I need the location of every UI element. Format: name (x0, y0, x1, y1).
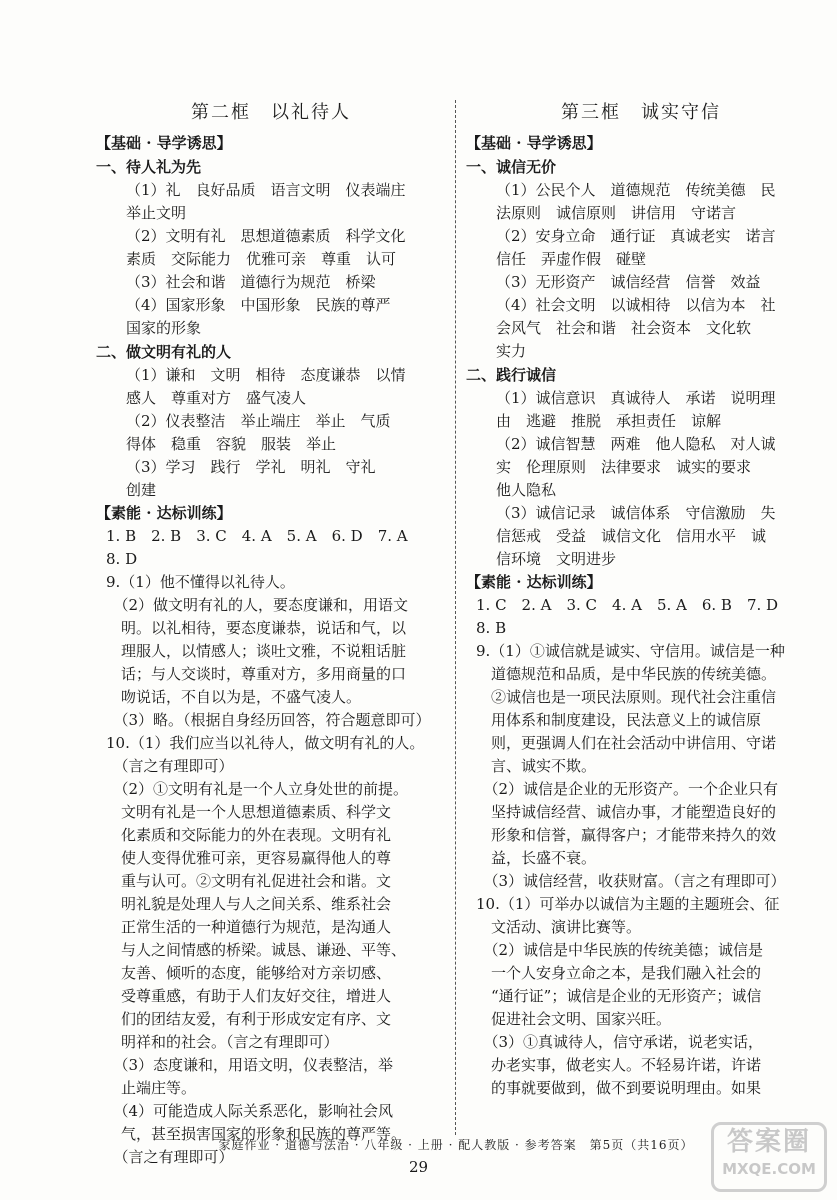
right-basic-heading: 【基础 · 导学诱思】 (466, 134, 602, 152)
text-line: （2）仪表整洁 举止端庄 举止 气质 (126, 412, 391, 430)
text-line: 感人 尊重对方 盛气凌人 (126, 389, 307, 407)
text-line: 化素质和交际能力的外在表现。文明有礼 (106, 826, 392, 844)
text-line: （1）礼 良好品质 语言文明 仪表端庄 (126, 181, 406, 199)
text-line: 话；与人交谈时，尊重对方，多用商量的口 (106, 665, 407, 683)
text-line: 8. D (106, 550, 138, 568)
text-line: 形象和信誉，赢得客户；才能带来持久的效 (476, 826, 777, 844)
text-line: （1）公民个人 道德规范 传统美德 民 (496, 181, 776, 199)
left-section-2-lines (96, 364, 446, 502)
text-line: 10.（1）可举办以诚信为主题的主题班会、征 (476, 895, 780, 913)
text-line: ②诚信也是一项民法原则。现代社会注重信 (476, 688, 777, 706)
text-line: 实 伦理原则 法律要求 诚实的要求 (496, 458, 752, 476)
text-line: 得体 稳重 容貌 服装 举止 (126, 435, 337, 453)
right-section-2-lines (466, 387, 816, 571)
text-line: （2）做文明有礼的人，要态度谦和，用语文 (106, 596, 409, 614)
left-answers (96, 525, 446, 1169)
text-line: 气，甚至损害国家的形象和民族的尊严等。 (106, 1125, 407, 1143)
text-line: （3）无形资产 诚信经营 信誉 效益 (496, 273, 761, 291)
text-line: 理服人，以情感人；谈吐文雅，不说粗话脏 (106, 642, 407, 660)
right-answers (466, 594, 816, 1100)
text-line: （2）诚信是企业的无形资产。一个企业只有 (476, 780, 779, 798)
text-line: （3）社会和谐 道德行为规范 桥梁 (126, 273, 376, 291)
text-line: 文活动、演讲比赛等。 (476, 918, 642, 936)
text-line: 坚持诚信经营、诚信办事，才能塑造良好的 (476, 803, 777, 821)
text-line: 明。以礼相待，要态度谦恭，说话和气，以 (106, 619, 407, 637)
text-line: 们的团结友爱，有利于形成安定有序、文 (106, 1010, 392, 1028)
text-line: （2）文明有礼 思想道德素质 科学文化 (126, 227, 406, 245)
text-line: （1）诚信意识 真诚待人 承诺 说明理 (496, 389, 776, 407)
text-line: 素质 交际能力 优雅可亲 尊重 认可 (126, 250, 397, 268)
left-skill-heading: 【素能 · 达标训练】 (96, 504, 232, 522)
text-line: 9.（1）①诚信就是诚实、守信用。诚信是一种 (476, 642, 785, 660)
text-line: 由 逃避 推脱 承担责任 谅解 (496, 412, 722, 430)
text-line: 国家的形象 (126, 319, 202, 337)
text-line: 友善、倾听的态度，能够给对方亲切感、 (106, 964, 392, 982)
text-line: 举止文明 (126, 204, 187, 222)
text-line: （2）诚信智慧 两难 他人隐私 对人诚 (496, 435, 776, 453)
left-section-2: 二、做文明有礼的人 (96, 343, 232, 361)
text-line: （4）社会文明 以诚相待 以信为本 社 (496, 296, 776, 314)
text-line: （4）可能造成人际关系恶化，影响社会风 (106, 1102, 394, 1120)
text-line: 使人变得优雅可亲，更容易赢得他人的尊 (106, 849, 392, 867)
left-section-1: 一、待人礼为先 (96, 158, 202, 176)
text-line: 办老实事，做老实人。不轻易许诺，许诺 (476, 1056, 762, 1074)
left-basic-heading: 【基础 · 导学诱思】 (96, 134, 232, 152)
text-line: 一个人安身立命之本，是我们融入社会的 (476, 964, 762, 982)
text-line: 止端庄等。 (106, 1079, 197, 1097)
right-section-1: 一、诚信无价 (466, 158, 557, 176)
watermark-text: 答案圈 (726, 1127, 811, 1157)
page-footer: 家庭作业 · 道德与法治 · 八年级 · 上册 · 配人教版 · 参考答案 第5页（共16页） (218, 1138, 694, 1152)
text-line: 明祥和的社会。（言之有理即可） (106, 1033, 339, 1051)
column-divider (455, 100, 456, 1135)
text-line: 与人之间情感的桥梁。诚恳、谦逊、平等、 (106, 941, 407, 959)
text-line: 言、诚实不欺。 (476, 757, 597, 775)
text-line: 益，长盛不衰。 (476, 849, 597, 867)
left-column (96, 100, 446, 1169)
left-section-1-lines (96, 179, 446, 340)
right-section-2: 二、践行诚信 (466, 366, 557, 384)
text-line: 的事就要做到，做不到要说明理由。如果 (476, 1079, 762, 1097)
left-title: 第二框 以礼待人 (191, 102, 351, 123)
text-line: 创建 (126, 481, 157, 499)
text-line: （3）诚信经营，收获财富。（言之有理即可） (476, 872, 786, 890)
text-line: 信环境 文明进步 (496, 550, 617, 568)
text-line: （1）谦和 文明 相待 态度谦恭 以情 (126, 366, 406, 384)
text-line: 吻说话，不自以为是，不盛气凌人。 (106, 688, 362, 706)
text-line: （3）学习 践行 学礼 明礼 守礼 (126, 458, 376, 476)
text-line: 法原则 诚信原则 讲信用 守诺言 (496, 204, 737, 222)
watermark-logo (711, 1122, 827, 1192)
text-line: （3）略。（根据自身经历回答，符合题意即可） (106, 711, 431, 729)
text-line: （言之有理即可） (106, 757, 234, 775)
right-title: 第三框 诚实守信 (561, 102, 721, 123)
text-line: 8. B (476, 619, 507, 637)
watermark-url: MXQE.COM (722, 1160, 816, 1178)
text-line: （2）诚信是中华民族的传统美德；诚信是 (476, 941, 764, 959)
right-skill-heading: 【素能 · 达标训练】 (466, 573, 602, 591)
text-line: （3）态度谦和，用语文明，仪表整洁，举 (106, 1056, 394, 1074)
text-line: 用体系和制度建设，民法意义上的诚信原 (476, 711, 762, 729)
text-line: （言之有理即可） (106, 1148, 234, 1166)
text-line: 促进社会文明、国家兴旺。 (476, 1010, 672, 1028)
text-line: 受尊重感，有助于人们友好交往，增进人 (106, 987, 392, 1005)
text-line: 会风气 社会和谐 社会资本 文化软 (496, 319, 752, 337)
text-line: （4）国家形象 中国形象 民族的尊严 (126, 296, 391, 314)
text-line: 信惩戒 受益 诚信文化 信用水平 诚 (496, 527, 767, 545)
text-line: 文明有礼是一个人思想道德素质、科学文 (106, 803, 392, 821)
text-line: 道德规范和品质，是中华民族的传统美德。 (476, 665, 777, 683)
text-line: （2）①文明有礼是一个人立身处世的前提。 (106, 780, 409, 798)
text-line: 信任 弄虚作假 碰壁 (496, 250, 647, 268)
text-line: 1. B 2. B 3. C 4. A 5. A 6. D 7. A (106, 527, 408, 545)
text-line: “通行证”；诚信是企业的无形资产；诚信 (476, 987, 762, 1005)
text-line: （3）①真诚待人，信守承诺，说老实话， (476, 1033, 764, 1051)
page-number: 29 (408, 1158, 429, 1176)
right-section-1-lines (466, 179, 816, 363)
right-column (466, 100, 816, 1100)
text-line: （3）诚信记录 诚信体系 守信激励 失 (496, 504, 776, 522)
text-line: 重与认可。②文明有礼促进社会和谐。文 (106, 872, 392, 890)
text-line: 10.（1）我们应当以礼待人，做文明有礼的人。 (106, 734, 425, 752)
text-line: （2）安身立命 通行证 真诚老实 诺言 (496, 227, 776, 245)
text-line: 则，更强调人们在社会活动中讲信用、守诺 (476, 734, 777, 752)
text-line: 9.（1）他不懂得以礼待人。 (106, 573, 295, 591)
text-line: 正常生活的一种道德行为规范，是沟通人 (106, 918, 392, 936)
text-line: 1. C 2. A 3. C 4. A 5. A 6. B 7. D (476, 596, 779, 614)
text-line: 实力 (496, 342, 527, 360)
text-line: 明礼貌是处理人与人之间关系、维系社会 (106, 895, 392, 913)
text-line: 他人隐私 (496, 481, 557, 499)
